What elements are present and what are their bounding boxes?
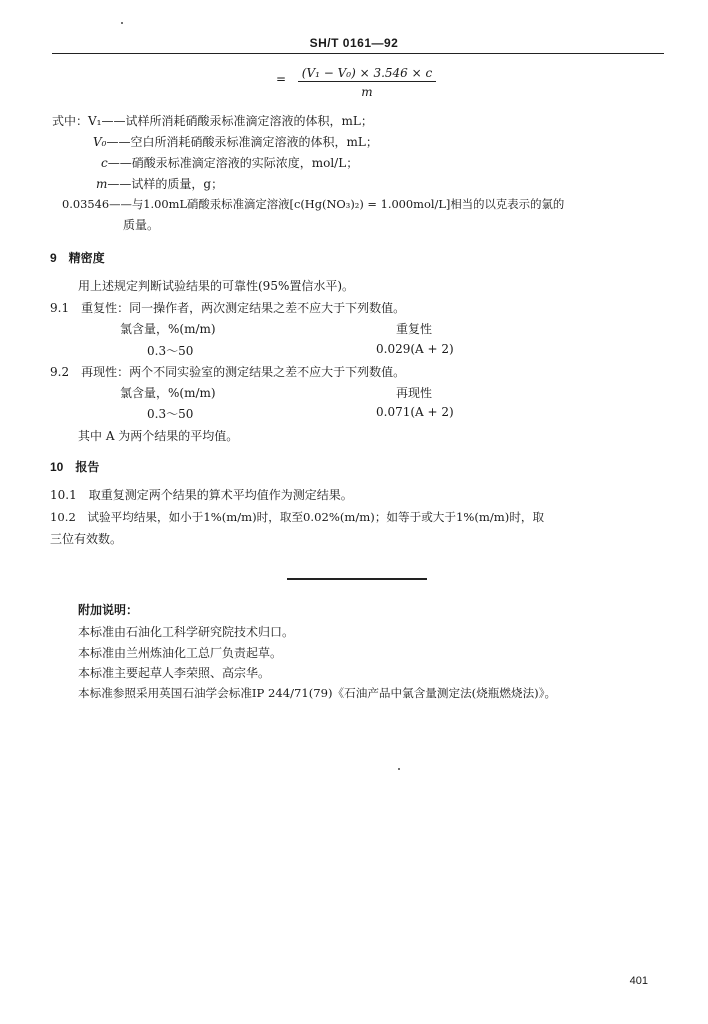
appendix-line: 本标准主要起草人李荣照、高宗华。 bbox=[78, 666, 271, 680]
table-header-reproducibility: 再现性 bbox=[396, 386, 433, 400]
section-10-1: 10.1 取重复测定两个结果的算术平均值作为测定结果。 bbox=[50, 488, 353, 502]
section-9-2: 9.2 再现性：两个不同实验室的测定结果之差不应大于下列数值。 bbox=[50, 365, 406, 379]
symbol-label: 0.03546 bbox=[62, 197, 110, 211]
appendix-line: 本标准由石油化工科学研究院技术归口。 bbox=[78, 625, 295, 639]
appendix-title: 附加说明： bbox=[78, 603, 139, 617]
header-rule bbox=[52, 53, 664, 54]
section-10-title: 10 报告 bbox=[50, 460, 100, 474]
table-header-content: 氯含量，%(m/m) bbox=[120, 322, 216, 336]
symbol-v0 bbox=[93, 133, 378, 150]
formula-numerator: (V₁ − V₀) × 3.546 × c bbox=[298, 66, 436, 82]
symbol-m bbox=[96, 175, 223, 192]
formula-equals: = bbox=[276, 72, 287, 86]
symbol-label: V₀ bbox=[93, 135, 107, 149]
table-cell-range: 0.3～50 bbox=[147, 407, 194, 421]
appendix-line: 本标准参照采用英国石油学会标准IP 244/71(79)《石油产品中氯含量测定法(烧瓶燃烧法)》。 bbox=[78, 686, 557, 700]
scan-speck bbox=[121, 22, 123, 24]
symbol-constant-cont: 质量。 bbox=[123, 218, 160, 232]
section-9-note: 其中 A 为两个结果的平均值。 bbox=[78, 429, 239, 443]
section-10-2: 10.2 试验平均结果，如小于1%(m/m)时，取至0.02%(m/m)；如等于或大于1%(m/m)时，取 bbox=[50, 510, 545, 524]
standard-number-header: SH/T 0161—92 bbox=[309, 36, 399, 50]
formula bbox=[276, 66, 452, 99]
symbol-label: 式中：V₁ bbox=[52, 114, 102, 128]
symbol-label: m bbox=[96, 177, 108, 191]
table-cell-reproducibility: 0.071(A + 2) bbox=[376, 405, 454, 419]
symbol-v1 bbox=[52, 112, 373, 129]
section-9-title: 9 精密度 bbox=[50, 251, 105, 265]
section-10-2-cont: 三位有效数。 bbox=[50, 532, 123, 546]
table-header-content: 氯含量，%(m/m) bbox=[120, 386, 216, 400]
section-9-1: 9.1 重复性：同一操作者，两次测定结果之差不应大于下列数值。 bbox=[50, 301, 406, 315]
symbol-desc: ——与1.00mL硝酸汞标准滴定溶液[c(Hg(NO₃)₂) = 1.000mol/L]相当的以克表示的氯的 bbox=[109, 197, 565, 211]
appendix-line: 本标准由兰州炼油化工总厂负责起草。 bbox=[78, 646, 283, 660]
table-cell-range: 0.3～50 bbox=[147, 344, 194, 358]
symbol-desc: ——试样所消耗硝酸汞标准滴定溶液的体积，mL； bbox=[101, 114, 373, 128]
page-number: 401 bbox=[629, 975, 648, 987]
scan-speck bbox=[398, 768, 400, 770]
symbol-c bbox=[101, 154, 358, 171]
formula-denominator: m bbox=[361, 85, 373, 99]
section-9-intro: 用上述规定判断试验结果的可靠性(95%置信水平)。 bbox=[78, 279, 355, 293]
symbol-desc: ——空白所消耗硝酸汞标准滴定溶液的体积，mL； bbox=[106, 135, 378, 149]
table-header-repeatability: 重复性 bbox=[396, 322, 433, 336]
symbol-desc: ——试样的质量，g； bbox=[107, 177, 224, 191]
symbol-label: c bbox=[101, 156, 108, 170]
table-cell-repeatability: 0.029(A + 2) bbox=[376, 342, 454, 356]
symbol-desc: ——硝酸汞标准滴定溶液的实际浓度，mol/L； bbox=[107, 156, 359, 170]
end-rule bbox=[287, 578, 427, 580]
symbol-constant bbox=[62, 196, 564, 212]
